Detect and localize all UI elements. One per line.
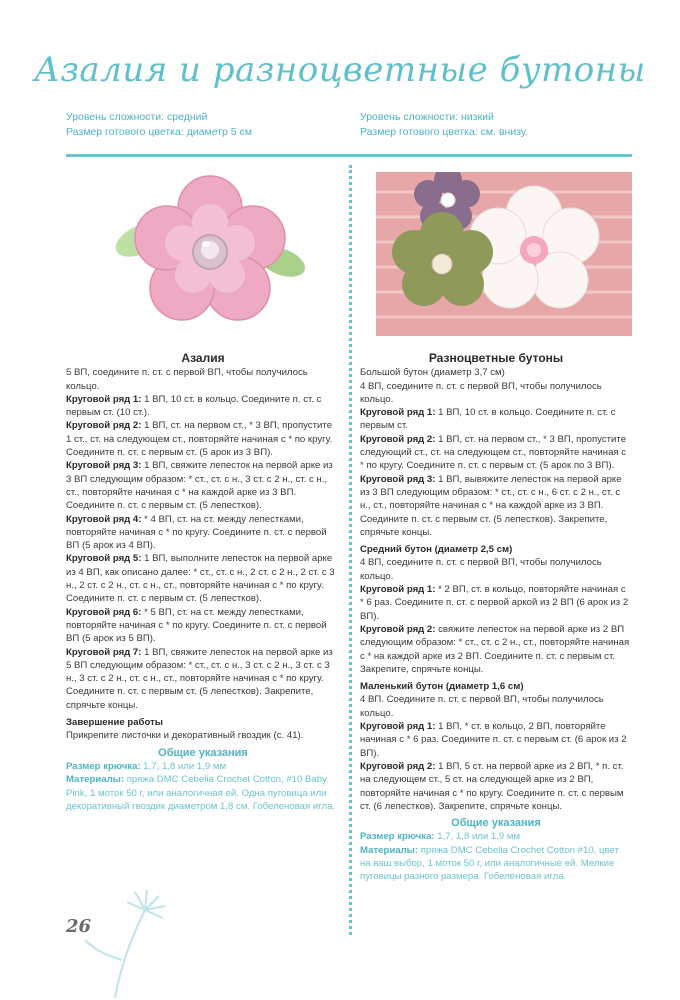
azalea-row-1: Круговой ряд 1: 1 ВП, 10 ст. в кольцо. Соедините п. ст. с первым ст. (10 ст.). xyxy=(66,393,322,419)
small-bud-title: Маленький бутон (диаметр 1,6 см) xyxy=(360,681,524,693)
mid-bud-row-2: Круговой ряд 2: свяжите лепесток на первой арке из 2 ВП следующим образом: * ст., ст. с 2 н., ст., повторяйте начиная с * на каждой арке из 2 ВП. Соедините п. ст. с первым ст. Закрепите, спрячьте концы. xyxy=(360,623,630,675)
azalea-instructions xyxy=(66,352,340,813)
azalea-row-7: Круговой ряд 7: 1 ВП, свяжите лепесток на первой арке из 5 ВП следующим образом: * ст., ст. с н., 3 ст. с 2 н., 3 ст. с 3 н., 3 ст. с 2 н., ст. с н., ст., повторяйте начиная с * по кругу. Соедините п. ст. с первым ст. (5 лепестков). Закрепите, спрячьте концы. xyxy=(66,646,333,711)
difficulty-level-left: Уровень сложности: средний xyxy=(66,111,208,123)
buds-instructions xyxy=(360,352,632,884)
big-bud-intro: Большой бутон (диаметр 3,7 см) xyxy=(360,367,505,379)
big-bud-row-2: Круговой ряд 2: 1 ВП, ст. на первом ст., * 3 ВП, пропустите следующий ст., ст. на следующем ст., повторяйте начиная с * по кругу. Соедините п. ст. с первым ст. (5 арок по 3 ВП). xyxy=(360,433,627,472)
small-bud-start: 4 ВП. Соедините п. ст. с первой ВП, чтобы получилось кольцо. xyxy=(360,694,604,719)
header-divider xyxy=(66,154,632,157)
difficulty-level-right: Уровень сложности: низкий xyxy=(360,111,494,123)
mid-bud-title: Средний бутон (диаметр 2,5 см) xyxy=(360,544,513,556)
materials-right: Материалы: пряжа DMC Cebelia Crochet Cotton #10, цвет на ваш выбор, 1 моток 50 г, или аналогичные ей. Мелкие пуговицы разного размера. Гобеленовая игла. xyxy=(360,844,619,883)
azalea-heading: Азалия xyxy=(181,351,225,365)
big-bud-row-3: Круговой ряд 3: 1 ВП, вывяжите лепесток на первой арке из 3 ВП следующим образом: * ст., ст. с н., 6 ст. с 2 н., ст. с н., ст., повторяйте начиная с * на каждой арке из 3 ВП. Соедините п. ст. с первым ст. (5 лепестков). Закрепите, спрячьте концы. xyxy=(360,473,622,538)
mid-bud-row-1: Круговой ряд 1: * 2 ВП, ст. в кольцо, повторяйте начиная с * 6 раз. Соедините п. ст. с первой аркой из 2 ВП (6 арок из 2 ВП). xyxy=(360,584,629,622)
azalea-row-2: Круговой ряд 2: 1 ВП, ст. на первом ст., * 3 ВП, пропустите 1 ст., ст. на следующем ст., повторяйте начиная с * по кругу. Соедините п. ст. с первым ст. (5 арок из 3 ВП). xyxy=(66,420,333,459)
small-bud-row-1: Круговой ряд 1: 1 ВП, * ст. в кольцо, 2 ВП, повторяйте начиная с * 6 раз. Соедините п. ст. с первым ст. (6 арок из 2 ВП). xyxy=(360,721,627,759)
meta-left xyxy=(66,110,252,140)
general-title-left: Общие указания xyxy=(158,746,248,759)
materials-left: Материалы: пряжа DMC Cebelia Crochet Cotton, #10 Baby Pink, 1 моток 50 г, или аналогичная ей. Одна пуговица или декоративный гвоздик диаметром 1,8 см. Гобеленовая игла. xyxy=(66,774,336,812)
finish-text: Прикрепите листочки и декоративный гвоздик (с. 41). xyxy=(66,730,304,742)
azalea-row-4: Круговой ряд 4: * 4 ВП, ст. на ст. между лепестками, повторяйте начиная с * по кругу. Соедините п. ст. с первой ВП (5 арок из 4 ВП). xyxy=(66,513,327,552)
buds-heading: Разноцветные бутоны xyxy=(428,351,564,365)
azalea-row-5: Круговой ряд 5: 1 ВП, выполните лепесток на первой арке из 4 ВП, как описано далее: * ст., ст. с н., 2 ст. с 2 н., 2 ст. с 3 н., 2 ст. с 2 н., ст. с н., ст., повторяйте начиная с * по кругу. Соедините п. ст. с первым ст. (5 лепестков). xyxy=(66,553,335,605)
meta-right xyxy=(360,110,528,140)
big-bud-start: 4 ВП, соедините п. ст. с первой ВП, чтобы получилось кольцо. xyxy=(360,380,602,405)
dandelion-decoration-icon xyxy=(60,880,180,998)
column-divider xyxy=(349,165,352,935)
mid-bud-start: 4 ВП, соедините п. ст. с первой ВП, чтобы получилось кольцо. xyxy=(360,557,602,582)
big-bud-row-1: Круговой ряд 1: 1 ВП, 10 ст. в кольцо. Соедините п. ст. с первым ст. xyxy=(360,407,616,432)
finished-size-right: Размер готового цветка: см. внизу. xyxy=(360,126,529,138)
hook-size-right: Размер крючка: 1,7, 1,8 или 1,9 мм xyxy=(360,831,521,843)
finished-size-left: Размер готового цветка: диаметр 5 см xyxy=(66,126,253,138)
page-number: 26 xyxy=(66,916,92,937)
page-title: Азалия и разноцветные бутоны xyxy=(34,50,646,90)
azalea-row-6: Круговой ряд 6: * 5 ВП, ст. на ст. между лепестками, повторяйте начиная с * по кругу. Соедините п. ст. с первой ВП (5 арок из 5 ВП). xyxy=(66,606,327,645)
small-bud-row-2: Круговой ряд 2: 1 ВП, 5 ст. на первой арке из 2 ВП, * п. ст. на следующем ст., 5 ст. на следующей арке из 2 ВП, повторяйте начиная с * по кругу. Соедините п. ст. с первым ст. (6 лепестков). Закрепите, спрячьте концы. xyxy=(360,760,624,812)
general-title-right: Общие указания xyxy=(451,817,541,830)
buds-photo xyxy=(376,172,632,336)
finish-title: Завершение работы xyxy=(66,717,163,729)
azalea-photo xyxy=(110,170,310,330)
azalea-intro: 5 ВП, соедините п. ст. с первой ВП, чтобы получилось кольцо. xyxy=(66,367,308,392)
hook-size-left: Размер крючка: 1,7, 1,8 или 1,9 мм xyxy=(66,760,227,772)
azalea-row-3: Круговой ряд 3: 1 ВП, свяжите лепесток на первой арке из 3 ВП следующим образом: * ст., ст. с н., 3 ст. с 2 н., ст. с н., ст., повторяйте начиная с * на каждой арке из 3 ВП. Соедините п. ст. с первым ст. (5 лепестков). xyxy=(66,460,333,512)
